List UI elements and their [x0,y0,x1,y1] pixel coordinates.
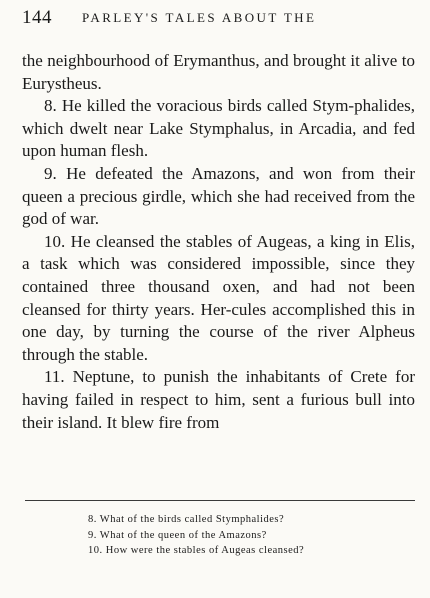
paragraph-augeas: 10. He cleansed the stables of Augeas, a king in Elis, a task which was considered impossible, since they contained three thousand oxen, and had not been cleansed for thirty years. Her-cules accomplished this in one day, by turning the course of the river Alpheus through the stable. [22,231,415,364]
paragraph-amazons: 9. He defeated the Amazons, and won from their queen a precious girdle, which she had received from the god of war. [22,163,415,229]
paragraph-cretan-bull: 11. Neptune, to punish the inhabitants of Crete for having failed in respect to him, sent a furious bull into their island. It blew fire from [22,367,415,432]
page-number: 144 [22,7,52,28]
running-title: PARLEY'S TALES ABOUT THE [82,10,317,25]
running-head [22,7,412,31]
study-questions [0,512,430,559]
paragraph-continuation: the neighbourhood of Erymanthus, and brought it alive to Eurystheus. [22,51,415,93]
body-text [22,50,415,434]
paragraph-stymphalides: 8. He killed the voracious birds called Stym-phalides, which dwelt near Lake Stymphalus, in Arcadia, and fed upon human flesh. [22,96,415,161]
question-item: 9. What of the queen of the Amazons? [88,529,267,541]
footnote-divider [25,500,415,501]
question-item: 10. How were the stables of Augeas cleansed? [88,545,305,556]
question-item: 8. What of the birds called Stymphalides? [88,514,285,525]
